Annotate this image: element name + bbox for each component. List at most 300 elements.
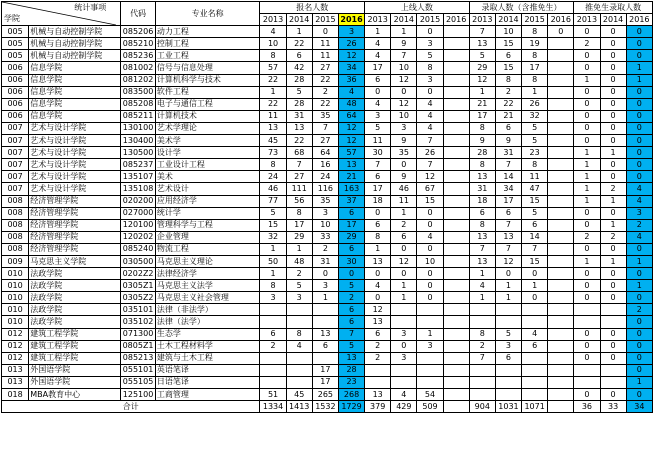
value-cell: 0 [391,243,417,255]
value-cell [443,280,469,292]
value-cell: 22 [260,74,286,86]
college-name-cell: 艺术与设计学院 [29,171,121,183]
value-cell: 35 [312,195,338,207]
value-cell [522,364,548,376]
value-cell: 1 [495,280,521,292]
value-cell: 1 [260,86,286,98]
college-id-cell: 005 [2,26,29,38]
value-cell [548,304,574,316]
table-row [2,389,653,401]
value-cell: 7 [417,135,443,147]
value-cell: 2 [312,86,338,98]
value-cell: 22 [312,74,338,86]
value-cell: 8 [417,62,443,74]
table-footer [2,401,653,413]
value-cell: 18 [469,195,495,207]
value-cell: 0 [417,86,443,98]
value-cell: 6 [365,74,391,86]
value-cell [469,376,495,388]
value-cell: 3 [312,280,338,292]
major-name-cell: 法律（非法学） [155,304,260,316]
college-id-cell: 009 [2,255,29,267]
major-name-cell: 建筑与土木工程 [155,352,260,364]
value-cell: 11 [522,171,548,183]
major-name-cell: 物流工程 [155,243,260,255]
value-cell: 14 [495,171,521,183]
value-cell: 0 [574,389,600,401]
major-name-cell: 马克思主义法学 [155,280,260,292]
value-cell [417,304,443,316]
value-cell: 265 [312,389,338,401]
value-cell: 0 [391,268,417,280]
value-cell [600,304,626,316]
value-cell-2016: 2 [626,219,652,231]
major-code-cell: 055105 [121,376,156,388]
value-cell: 1 [600,195,626,207]
major-code-cell: 0305Z2 [121,292,156,304]
value-cell: 4 [365,38,391,50]
value-cell: 0 [600,268,626,280]
value-cell [443,364,469,376]
value-cell: 13 [365,316,391,328]
value-cell: 1 [391,26,417,38]
value-cell-2016: 1 [626,376,652,388]
value-cell: 0 [574,207,600,219]
value-cell: 14 [522,231,548,243]
value-cell: 1 [522,280,548,292]
value-cell [548,231,574,243]
major-code-cell: 130500 [121,147,156,159]
value-cell: 42 [286,62,312,74]
value-cell [522,352,548,364]
value-cell: 0 [417,243,443,255]
value-cell: 5 [522,135,548,147]
value-cell: 13 [365,255,391,267]
value-cell: 0 [574,135,600,147]
college-name-cell: 艺术与设计学院 [29,147,121,159]
college-name-cell: 艺术与设计学院 [29,159,121,171]
value-cell [548,292,574,304]
value-cell: 3 [391,328,417,340]
value-cell: 116 [312,183,338,195]
value-cell: 0 [391,159,417,171]
value-cell: 8 [469,122,495,134]
value-cell: 3 [365,110,391,122]
value-cell: 1 [365,243,391,255]
college-id-cell: 007 [2,147,29,159]
value-cell: 7 [286,159,312,171]
college-label: 学院 [4,14,20,24]
major-code-cell: 085211 [121,110,156,122]
college-name-cell: 机械与自动控制学院 [29,38,121,50]
major-name-cell: 土木工程材料学 [155,340,260,352]
college-id-cell: 006 [2,74,29,86]
major-code-cell: 120202 [121,231,156,243]
value-cell: 0 [365,86,391,98]
value-cell: 0 [417,219,443,231]
value-cell-2016: 5 [338,340,364,352]
table-row [2,195,653,207]
value-cell [600,316,626,328]
table-row [2,62,653,74]
value-cell: 8 [260,50,286,62]
stat-item-diagonal-cell [2,2,121,26]
value-cell: 3 [260,292,286,304]
value-cell: 4 [365,50,391,62]
value-cell: 13 [469,231,495,243]
value-cell: 8 [469,328,495,340]
value-cell: 1 [600,255,626,267]
value-cell: 7 [469,243,495,255]
value-cell: 9 [391,135,417,147]
value-cell: 31 [495,147,521,159]
value-cell: 0 [600,74,626,86]
college-id-cell: 006 [2,110,29,122]
college-name-cell: 外国语学院 [29,364,121,376]
value-cell: 12 [469,74,495,86]
value-cell: 22 [286,135,312,147]
value-cell [391,364,417,376]
value-cell [260,376,286,388]
table-header [2,2,653,26]
value-cell: 30 [365,147,391,159]
value-cell: 0 [391,86,417,98]
college-id-cell: 010 [2,304,29,316]
value-cell: 5 [522,207,548,219]
value-cell-2016: 28 [338,364,364,376]
value-cell [548,340,574,352]
value-cell: 17 [312,376,338,388]
value-cell [548,364,574,376]
value-cell-2016: 0 [626,26,652,38]
value-cell [443,86,469,98]
table-row [2,364,653,376]
value-cell: 3 [417,340,443,352]
total-value-cell: 1532 [312,401,338,413]
value-cell: 0 [522,292,548,304]
college-id-cell: 007 [2,159,29,171]
value-cell: 8 [469,219,495,231]
value-cell: 4 [260,26,286,38]
value-cell: 2 [574,231,600,243]
value-cell [417,352,443,364]
college-name-cell: 艺术与设计学院 [29,183,121,195]
value-cell [548,147,574,159]
college-id-cell: 006 [2,86,29,98]
major-name-cell: 生态学 [155,328,260,340]
value-cell: 2 [574,38,600,50]
value-cell-2016: 0 [626,328,652,340]
value-cell: 0 [600,292,626,304]
table-row [2,50,653,62]
value-cell [522,376,548,388]
value-cell: 0 [417,292,443,304]
value-cell-2016: 2 [626,304,652,316]
college-id-cell: 008 [2,195,29,207]
major-name-cell: 马克思主义社会管理 [155,292,260,304]
value-cell [443,292,469,304]
major-code-cell: 081002 [121,62,156,74]
college-id-cell: 010 [2,280,29,292]
value-cell: 0 [312,268,338,280]
value-cell [443,207,469,219]
value-cell: 27 [286,171,312,183]
value-cell: 3 [495,340,521,352]
value-cell: 5 [365,122,391,134]
major-code-cell: 085213 [121,352,156,364]
year-header: 2014 [600,14,626,26]
value-cell: 8 [522,74,548,86]
value-cell-2016: 0 [626,292,652,304]
value-cell: 0 [574,122,600,134]
value-cell-2016: 6 [338,207,364,219]
value-cell: 8 [522,26,548,38]
value-cell: 9 [391,171,417,183]
value-cell: 12 [391,255,417,267]
major-code-cell: 085210 [121,38,156,50]
value-cell [495,304,521,316]
value-cell: 7 [495,243,521,255]
value-cell [443,389,469,401]
value-cell: 0 [600,280,626,292]
value-cell: 1 [522,86,548,98]
group-header-admitted: 录取人数（含推免生） [469,2,574,14]
value-cell [548,183,574,195]
college-name-cell: 建筑工程学院 [29,328,121,340]
college-name-cell: 信息学院 [29,98,121,110]
value-cell: 0 [574,50,600,62]
value-cell: 1 [574,195,600,207]
value-cell [495,376,521,388]
total-value-cell: 379 [365,401,391,413]
table-row [2,159,653,171]
college-name-cell: 建筑工程学院 [29,340,121,352]
value-cell [548,280,574,292]
value-cell [443,268,469,280]
value-cell [443,304,469,316]
value-cell [443,74,469,86]
value-cell: 10 [417,255,443,267]
college-name-cell: 艺术与设计学院 [29,122,121,134]
major-name-cell: 计算机科学与技术 [155,74,260,86]
value-cell: 24 [260,171,286,183]
value-cell [548,207,574,219]
major-name-cell: 控制工程 [155,38,260,50]
value-cell-2016: 0 [338,268,364,280]
major-code-cell: 0202Z2 [121,268,156,280]
major-name-cell: 应用经济学 [155,195,260,207]
value-cell [548,62,574,74]
value-cell: 0 [600,122,626,134]
value-cell: 17 [469,110,495,122]
major-name-cell: 法律（法学） [155,316,260,328]
total-value-cell: 1071 [522,401,548,413]
value-cell-2016: 0 [626,364,652,376]
value-cell-2016: 4 [338,86,364,98]
major-code-cell: 130400 [121,135,156,147]
value-cell [548,268,574,280]
table-row [2,98,653,110]
value-cell: 21 [469,98,495,110]
major-name-cell: 日语笔译 [155,376,260,388]
value-cell [443,219,469,231]
total-value-cell: 36 [574,401,600,413]
value-cell: 19 [522,38,548,50]
value-cell: 3 [391,352,417,364]
value-cell: 11 [391,195,417,207]
value-cell [286,304,312,316]
value-cell: 5 [417,50,443,62]
value-cell [443,62,469,74]
major-code-cell: 0305Z1 [121,280,156,292]
value-cell-2016: 5 [338,280,364,292]
major-name-cell: 工业工程 [155,50,260,62]
value-cell: 5 [522,122,548,134]
value-cell-2016: 64 [338,110,364,122]
value-cell: 0 [600,243,626,255]
college-id-cell: 013 [2,376,29,388]
value-cell: 4 [417,98,443,110]
value-cell-2016: 0 [626,98,652,110]
college-id-cell: 007 [2,171,29,183]
value-cell: 0 [574,243,600,255]
table-row [2,376,653,388]
value-cell: 9 [495,135,521,147]
value-cell [495,364,521,376]
value-cell-2016: 13 [338,159,364,171]
table-row [2,243,653,255]
major-header: 专业名称 [155,2,260,26]
total-value-cell: 1031 [495,401,521,413]
value-cell: 9 [469,135,495,147]
value-cell: 1 [469,268,495,280]
value-cell: 0 [600,207,626,219]
value-cell: 1 [574,147,600,159]
value-cell [260,316,286,328]
value-cell-2016: 4 [626,231,652,243]
value-cell: 56 [286,195,312,207]
value-cell [286,316,312,328]
major-name-cell: 信号与信息处理 [155,62,260,74]
year-header: 2014 [391,14,417,26]
value-cell: 22 [495,98,521,110]
college-name-cell: 建筑工程学院 [29,352,121,364]
value-cell: 7 [522,243,548,255]
major-code-cell: 125100 [121,389,156,401]
value-cell: 4 [365,98,391,110]
value-cell: 11 [312,50,338,62]
value-cell: 0 [417,207,443,219]
value-cell: 0 [600,98,626,110]
value-cell: 7 [469,352,495,364]
value-cell-2016: 0 [626,135,652,147]
value-cell: 1 [574,159,600,171]
value-cell: 1 [391,207,417,219]
value-cell [548,74,574,86]
value-cell: 0 [574,328,600,340]
college-id-cell: 012 [2,352,29,364]
value-cell: 5 [286,86,312,98]
value-cell: 45 [260,135,286,147]
value-cell: 2 [600,231,626,243]
value-cell: 0 [548,26,574,38]
value-cell-2016: 1 [626,74,652,86]
value-cell: 0 [417,26,443,38]
value-cell: 0 [574,268,600,280]
major-code-cell: 085208 [121,98,156,110]
value-cell: 0 [574,26,600,38]
value-cell-2016: 0 [626,122,652,134]
value-cell [443,231,469,243]
table-row [2,135,653,147]
value-cell: 5 [469,50,495,62]
value-cell-2016: 4 [626,183,652,195]
table-row [2,280,653,292]
table-row [2,340,653,352]
value-cell: 15 [260,219,286,231]
value-cell-2016: 29 [338,231,364,243]
value-cell [443,159,469,171]
value-cell: 32 [260,231,286,243]
value-cell: 1 [574,171,600,183]
value-cell: 4 [522,328,548,340]
value-cell: 2 [260,340,286,352]
table-row [2,122,653,134]
major-code-cell: 027000 [121,207,156,219]
value-cell: 1 [574,74,600,86]
college-name-cell: 外国语学院 [29,376,121,388]
value-cell-2016: 7 [338,328,364,340]
value-cell: 0 [312,26,338,38]
value-cell: 10 [495,26,521,38]
major-code-cell: 0805Z1 [121,340,156,352]
major-code-cell: 085236 [121,50,156,62]
value-cell: 13 [495,231,521,243]
value-cell [548,171,574,183]
value-cell [495,316,521,328]
value-cell-2016: 0 [626,86,652,98]
value-cell [522,389,548,401]
major-name-cell: 法律经济学 [155,268,260,280]
value-cell [548,98,574,110]
value-cell: 6 [469,207,495,219]
value-cell: 11 [312,38,338,50]
major-code-cell: 055101 [121,364,156,376]
value-cell [469,389,495,401]
value-cell: 4 [417,231,443,243]
value-cell: 3 [417,74,443,86]
year-header: 2013 [260,14,286,26]
value-cell [443,340,469,352]
value-cell: 5 [260,207,286,219]
value-cell: 0 [495,268,521,280]
major-code-cell: 130100 [121,122,156,134]
table-row [2,292,653,304]
value-cell: 1 [417,328,443,340]
value-cell [548,110,574,122]
table-row [2,268,653,280]
value-cell: 17 [286,219,312,231]
value-cell: 5 [286,280,312,292]
value-cell: 1 [365,26,391,38]
value-cell [443,98,469,110]
value-cell [522,316,548,328]
value-cell [495,389,521,401]
value-cell: 7 [312,122,338,134]
value-cell [443,171,469,183]
value-cell [548,328,574,340]
value-cell: 35 [391,147,417,159]
